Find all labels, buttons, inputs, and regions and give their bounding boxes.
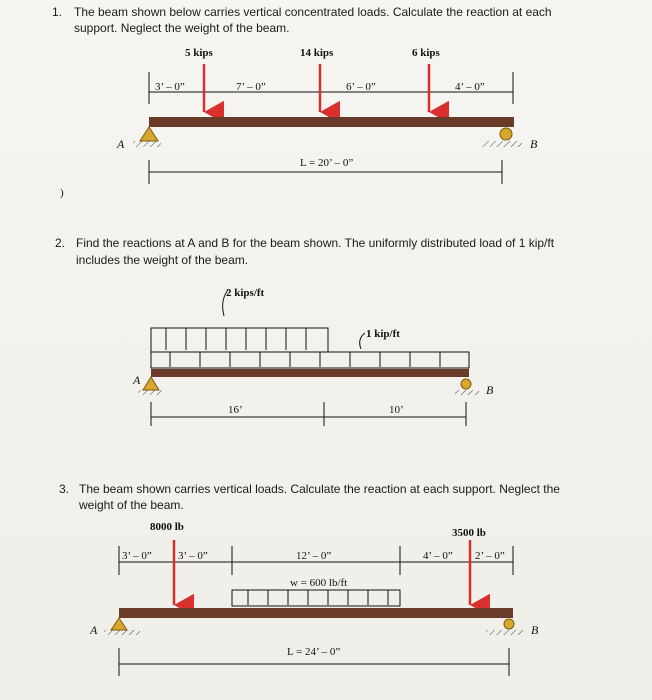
- problem-2-number: 2.: [55, 236, 66, 250]
- pin-support-a-icon: [140, 127, 158, 141]
- support-b-label: B: [530, 137, 538, 151]
- problem-3-text-line1: The beam shown carries vertical loads. Calculate the reaction at each support. Neglect the: [79, 482, 560, 496]
- support-a-label-2: A: [133, 373, 141, 387]
- problem-1-text-line1: The beam shown below carries vertical concentrated loads. Calculate the reaction at each: [74, 5, 552, 19]
- spacing-12ft: 12’ – 0”: [296, 550, 332, 562]
- spacing-10ft: 10’: [389, 404, 404, 416]
- udl-block-1kip: [151, 352, 469, 368]
- support-b-label-3: B: [531, 623, 539, 637]
- problem-2-text-line1: Find the reactions at A and B for the beam shown. The uniformly distributed load of 1 kip/ft: [76, 236, 555, 250]
- ground-hatch-a3: [104, 630, 140, 635]
- udl-block-2kips: [151, 328, 328, 352]
- support-a-label-3: A: [90, 623, 98, 637]
- problem-3-text-line2: weight of the beam.: [79, 498, 184, 512]
- figure-1: [60, 47, 538, 199]
- ground-hatch-a2: [138, 390, 164, 395]
- spacing-4ft: 4’ – 0”: [455, 81, 485, 93]
- load-3500lb-label: 3500 lb: [452, 527, 486, 539]
- udl-1kip-label: 1 kip/ft: [366, 328, 400, 340]
- udl-600-label: w = 600 lb/ft: [290, 577, 348, 589]
- span-label-1: L = 20’ – 0”: [300, 157, 354, 169]
- udl-1kip-leader: [360, 333, 365, 349]
- problem-2-text-line2: includes the weight of the beam.: [76, 253, 249, 267]
- spacing-3ft-a: 3’ – 0”: [122, 550, 152, 562]
- load-8000lb-label: 8000 lb: [150, 521, 184, 533]
- udl-arrows-600: [248, 590, 388, 605]
- beam-1: [149, 117, 514, 127]
- beam-3: [119, 608, 513, 618]
- spacing-7ft: 7’ – 0”: [236, 81, 266, 93]
- spacing-16ft: 16’: [228, 404, 243, 416]
- spacing-6ft: 6’ – 0”: [346, 81, 376, 93]
- load-6kips-label: 6 kips: [412, 47, 440, 59]
- spacing-2ft: 2’ – 0”: [475, 550, 505, 562]
- beam-2: [151, 369, 469, 377]
- span-label-3: L = 24’ – 0”: [287, 646, 341, 658]
- ground-hatch-b2: [455, 390, 479, 395]
- problem-1-text-line2: support. Neglect the weight of the beam.: [74, 21, 290, 35]
- udl-block-600: [232, 590, 400, 606]
- ground-hatch-b3: [486, 630, 524, 635]
- ground-hatch-b: [482, 141, 522, 147]
- pin-support-a-icon: [111, 618, 127, 630]
- pin-support-a-icon: [143, 377, 159, 390]
- roller-support-b-icon: [500, 128, 512, 140]
- load-14kips-label: 14 kips: [300, 47, 334, 59]
- span-dimension-2: [151, 402, 466, 426]
- udl-arrows-1kip: [170, 352, 440, 367]
- problem-3-number: 3.: [59, 482, 70, 496]
- udl-arrows-2kips: [166, 328, 306, 350]
- roller-support-b-icon: [504, 619, 514, 629]
- spacing-3ft-b: 3’ – 0”: [178, 550, 208, 562]
- ground-hatch-a: [133, 141, 161, 147]
- margin-mark: ): [60, 187, 64, 199]
- udl-2kips-label: 2 kips/ft: [226, 287, 265, 299]
- problem-1-number: 1.: [52, 5, 63, 19]
- load-5kips-label: 5 kips: [185, 47, 213, 59]
- spacing-4ft: 4’ – 0”: [423, 550, 453, 562]
- support-a-label: A: [117, 137, 125, 151]
- roller-support-b-icon: [461, 379, 471, 389]
- support-b-label-2: B: [486, 383, 494, 397]
- spacing-3ft: 3’ – 0”: [155, 81, 185, 93]
- figure-3: [89, 521, 539, 676]
- figure-2: [132, 287, 494, 426]
